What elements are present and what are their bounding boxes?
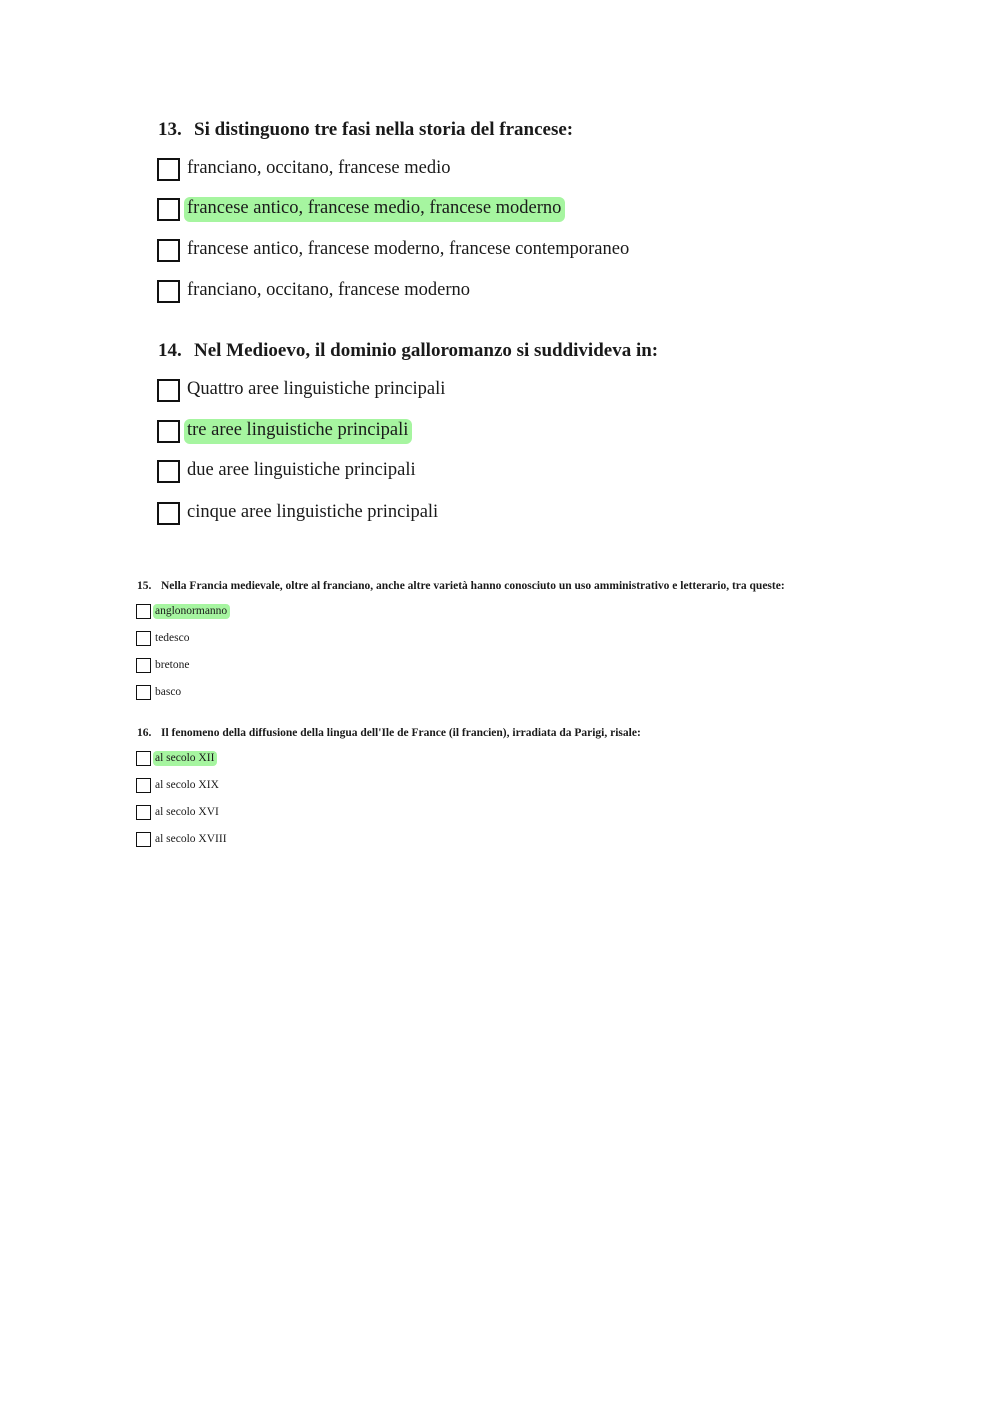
- question-title: [158, 119, 573, 141]
- question-text: Il fenomeno della diffusione della lingua dell'Ile de France (il francien), irradiata da Parigi, risale:: [161, 727, 641, 739]
- answer-option[interactable]: [157, 459, 420, 484]
- checkbox[interactable]: [157, 420, 180, 443]
- checkbox[interactable]: [157, 460, 180, 483]
- option-label: bretone: [155, 659, 190, 671]
- option-label: al secolo XVI: [155, 806, 219, 818]
- question-number: 13.: [158, 119, 182, 140]
- checkbox[interactable]: [136, 751, 151, 766]
- question-number: 14.: [158, 340, 182, 361]
- question-text: Si distinguono tre fasi nella storia del francese:: [194, 119, 574, 140]
- checkbox[interactable]: [136, 604, 151, 619]
- answer-option[interactable]: [136, 604, 230, 619]
- option-label: Quattro aree linguistiche principali: [187, 379, 446, 399]
- option-label: francese antico, francese moderno, francese contemporaneo: [187, 239, 630, 259]
- checkbox[interactable]: [136, 832, 151, 847]
- answer-option[interactable]: [157, 501, 442, 526]
- answer-option[interactable]: [136, 832, 230, 847]
- answer-option[interactable]: [157, 419, 412, 444]
- option-label-highlighted: francese antico, francese medio, francese moderno: [184, 197, 565, 222]
- answer-option[interactable]: [136, 778, 222, 793]
- answer-option[interactable]: [157, 238, 633, 263]
- option-label: tedesco: [155, 632, 190, 644]
- option-label: franciano, occitano, francese medio: [187, 158, 451, 178]
- answer-option[interactable]: [136, 805, 222, 820]
- option-label: basco: [155, 686, 182, 698]
- checkbox[interactable]: [136, 685, 151, 700]
- checkbox[interactable]: [157, 379, 180, 402]
- option-label-highlighted: al secolo XII: [153, 751, 217, 766]
- answer-option[interactable]: [136, 631, 192, 646]
- answer-option[interactable]: [136, 685, 184, 700]
- checkbox[interactable]: [136, 631, 151, 646]
- checkbox[interactable]: [157, 239, 180, 262]
- checkbox[interactable]: [157, 198, 180, 221]
- answer-option[interactable]: [157, 279, 474, 304]
- question-title: [137, 727, 641, 739]
- checkbox[interactable]: [136, 658, 151, 673]
- question-text: Nella Francia medievale, oltre al franciano, anche altre varietà hanno conosciuto un uso amministrativo e letterario, tra queste:: [161, 580, 785, 592]
- option-label: cinque aree linguistiche principali: [187, 502, 439, 522]
- checkbox[interactable]: [157, 280, 180, 303]
- answer-option[interactable]: [157, 157, 455, 182]
- answer-option[interactable]: [157, 378, 449, 403]
- answer-option[interactable]: [136, 751, 217, 766]
- option-label: al secolo XVIII: [155, 833, 227, 845]
- answer-option[interactable]: [136, 658, 192, 673]
- checkbox[interactable]: [157, 502, 180, 525]
- checkbox[interactable]: [136, 805, 151, 820]
- question-title: [137, 580, 785, 592]
- option-label-highlighted: anglonormanno: [153, 604, 230, 619]
- checkbox[interactable]: [136, 778, 151, 793]
- question-text: Nel Medioevo, il dominio galloromanzo si suddivideva in:: [194, 340, 659, 361]
- question-number: 15.: [137, 580, 152, 592]
- option-label: franciano, occitano, francese moderno: [187, 280, 471, 300]
- option-label: due aree linguistiche principali: [187, 460, 416, 480]
- question-title: [158, 340, 658, 362]
- option-label: al secolo XIX: [155, 779, 219, 791]
- option-label-highlighted: tre aree linguistiche principali: [184, 419, 412, 444]
- checkbox[interactable]: [157, 158, 180, 181]
- question-number: 16.: [137, 727, 152, 739]
- answer-option[interactable]: [157, 197, 565, 222]
